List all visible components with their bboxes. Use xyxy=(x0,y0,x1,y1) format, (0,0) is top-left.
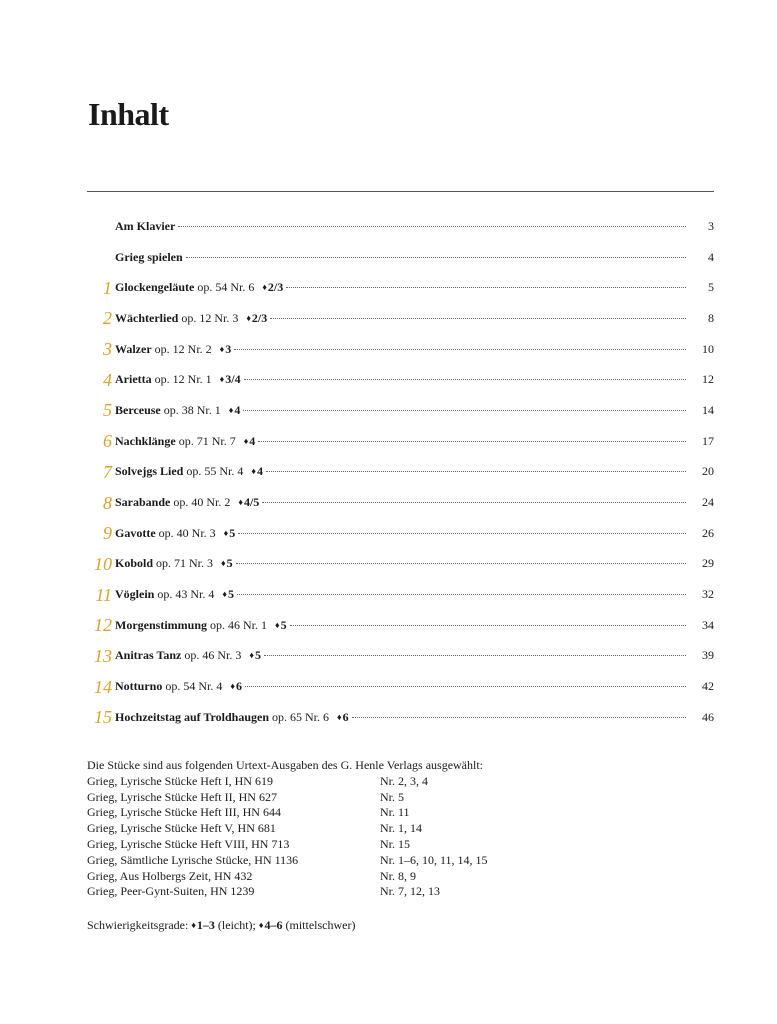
toc-level: 5 xyxy=(254,648,261,663)
dot-leader xyxy=(258,440,686,442)
dot-leader xyxy=(264,654,686,656)
toc-level: 6 xyxy=(342,709,349,724)
toc-opus: op. 55 Nr. 4 xyxy=(183,464,244,479)
toc-entry-text xyxy=(115,464,263,479)
toc-title: Gavotte xyxy=(115,525,156,540)
toc-opus: op. 46 Nr. 3 xyxy=(181,648,242,663)
dot-leader xyxy=(236,562,686,564)
toc-number: 13 xyxy=(94,645,112,666)
toc-page-number: 3 xyxy=(708,218,714,233)
toc-page-number: 4 xyxy=(708,249,714,264)
toc-page-number: 39 xyxy=(702,648,714,663)
diamond-icon: ♦ xyxy=(262,282,267,293)
toc-difficulty xyxy=(221,556,233,570)
toc-difficulty xyxy=(220,372,241,386)
toc-title: Sarabande xyxy=(115,495,171,510)
toc-page-number: 42 xyxy=(702,679,714,694)
toc-title: Hochzeitstag auf Troldhaugen xyxy=(115,709,270,724)
toc-page-number: 20 xyxy=(702,464,714,479)
toc-title: Am Klavier xyxy=(115,218,176,233)
toc-number: 11 xyxy=(95,584,112,605)
toc-level: 3/4 xyxy=(225,372,241,387)
toc-title: Glockengeläute xyxy=(115,280,195,295)
diamond-icon: ♦ xyxy=(228,404,234,415)
toc-page-number: 14 xyxy=(702,402,714,417)
toc-difficulty xyxy=(222,587,234,601)
toc-opus: op. 46 Nr. 1 xyxy=(207,617,267,632)
toc-number: 12 xyxy=(94,615,112,636)
toc-difficulty xyxy=(249,648,261,662)
sources-intro: Die Stücke sind aus folgenden Urtext-Ausgaben des G. Henle Verlags ausgewählt: xyxy=(87,758,484,772)
dot-leader xyxy=(245,685,686,687)
toc-page-number: 12 xyxy=(702,372,714,387)
toc-entry-text xyxy=(115,526,235,541)
toc-opus: op. 43 Nr. 4 xyxy=(154,587,215,602)
toc-page-number: 8 xyxy=(708,310,714,325)
dot-leader xyxy=(178,225,686,227)
dot-leader xyxy=(238,532,686,534)
toc-opus: op. 54 Nr. 6 xyxy=(194,280,255,295)
toc-entry-body xyxy=(112,556,692,571)
toc-number: 7 xyxy=(103,461,112,482)
toc-entry[interactable] xyxy=(87,702,714,733)
toc-title: Anitras Tanz xyxy=(115,648,182,663)
toc-page-number: 24 xyxy=(702,495,714,510)
diamond-icon: ♦ xyxy=(243,435,249,446)
toc-title: Nachklänge xyxy=(115,433,176,448)
toc-entry[interactable] xyxy=(87,211,714,242)
toc-page-number: 10 xyxy=(702,341,714,356)
dot-leader xyxy=(243,409,686,411)
toc-entry-text xyxy=(115,342,231,357)
dot-leader xyxy=(286,286,686,288)
diamond-icon: ♦ xyxy=(258,920,264,930)
dot-leader xyxy=(270,317,686,319)
page-title: Inhalt xyxy=(88,96,169,132)
toc-difficulty xyxy=(337,710,349,724)
dot-leader xyxy=(266,470,686,472)
dot-leader xyxy=(186,256,686,258)
toc-level: 4 xyxy=(256,464,263,479)
dot-leader xyxy=(244,378,686,380)
toc-entry[interactable] xyxy=(87,671,714,702)
toc-title: Vöglein xyxy=(115,587,155,602)
toc-entry[interactable] xyxy=(87,272,714,303)
source-pieces: Nr. 1–6, 10, 11, 14, 15 xyxy=(380,852,488,867)
toc-entry-body xyxy=(112,464,692,479)
toc-entry-text xyxy=(115,372,241,387)
source-pieces: Nr. 5 xyxy=(380,789,404,804)
toc-difficulty xyxy=(275,618,287,632)
toc-entry-body xyxy=(112,342,692,357)
toc-page-number: 34 xyxy=(702,617,714,632)
diamond-icon: ♦ xyxy=(221,558,226,569)
toc-number: 8 xyxy=(103,492,112,513)
toc-level: 6 xyxy=(235,679,242,694)
toc-number: 5 xyxy=(103,400,112,421)
diamond-icon: ♦ xyxy=(223,527,229,538)
toc-entry-body xyxy=(112,495,692,510)
toc-entry-text xyxy=(115,679,242,694)
source-edition: Grieg, Peer-Gynt-Suiten, HN 1239 xyxy=(87,884,255,899)
toc-difficulty xyxy=(251,464,263,478)
source-row xyxy=(87,869,714,885)
toc-difficulty xyxy=(229,403,241,417)
source-row xyxy=(87,805,714,821)
toc-entry-text xyxy=(115,403,240,418)
source-edition: Grieg, Lyrische Stücke Heft I, HN 619 xyxy=(87,773,273,788)
toc-page-number: 46 xyxy=(702,709,714,724)
toc-opus: op. 71 Nr. 7 xyxy=(175,433,236,448)
difficulty-label: Schwierigkeitsgrade: xyxy=(87,918,192,932)
toc-title: Grieg spielen xyxy=(115,249,183,264)
toc-number: 4 xyxy=(103,369,112,390)
difficulty-easy-range: 1–3 xyxy=(196,918,215,932)
toc-page-number: 17 xyxy=(702,433,714,448)
toc-number: 6 xyxy=(103,431,112,452)
toc-entry[interactable] xyxy=(87,303,714,334)
source-row xyxy=(87,837,714,853)
source-pieces: Nr. 2, 3, 4 xyxy=(380,773,428,788)
toc-entry[interactable] xyxy=(87,610,714,641)
title-divider xyxy=(87,191,714,192)
toc-level: 5 xyxy=(229,525,236,540)
toc-entry-text xyxy=(115,618,287,633)
toc-difficulty xyxy=(244,434,256,448)
toc-opus: op. 65 Nr. 6 xyxy=(269,709,330,724)
toc-entry-body xyxy=(112,280,692,295)
toc-entry-text xyxy=(115,587,234,602)
toc-entry-text xyxy=(115,710,349,725)
toc-title: Arietta xyxy=(115,372,152,387)
toc-number: 9 xyxy=(103,523,112,544)
toc-entry-body xyxy=(112,618,692,633)
toc-entry-body xyxy=(112,372,692,387)
toc-level: 4 xyxy=(234,402,241,417)
toc-entry-text xyxy=(115,495,259,510)
toc-entry-body xyxy=(112,250,692,265)
toc-level: 2/3 xyxy=(251,310,268,325)
toc-entry-body xyxy=(112,434,692,449)
diamond-icon: ♦ xyxy=(238,497,243,508)
source-row xyxy=(87,853,714,869)
toc-entry-body xyxy=(112,587,692,602)
toc-entry-text xyxy=(115,311,267,326)
toc-entry[interactable] xyxy=(87,242,714,273)
source-pieces: Nr. 15 xyxy=(380,836,410,851)
toc-entry[interactable] xyxy=(87,487,714,518)
toc-entry-text xyxy=(115,648,261,663)
toc-title: Notturno xyxy=(115,679,163,694)
toc-entry[interactable] xyxy=(87,641,714,672)
source-pieces: Nr. 7, 12, 13 xyxy=(380,884,440,899)
dot-leader xyxy=(352,716,686,718)
source-edition: Grieg, Lyrische Stücke Heft III, HN 644 xyxy=(87,805,281,820)
toc-opus: op. 38 Nr. 1 xyxy=(160,402,221,417)
toc-difficulty xyxy=(220,342,232,356)
toc-page-number: 32 xyxy=(702,587,714,602)
diamond-icon: ♦ xyxy=(191,920,196,930)
toc-level: 4/5 xyxy=(243,495,260,510)
toc-entry[interactable] xyxy=(87,426,714,457)
source-row xyxy=(87,790,714,806)
source-row xyxy=(87,821,714,837)
toc-difficulty xyxy=(246,311,267,325)
toc-title: Morgenstimmung xyxy=(115,617,207,632)
toc-title: Walzer xyxy=(115,341,152,356)
difficulty-legend xyxy=(87,918,355,933)
difficulty-medium-range: 4–6 xyxy=(264,918,283,932)
difficulty-easy-text: (leicht); xyxy=(214,918,259,932)
toc-number: 1 xyxy=(103,277,112,298)
toc-entry-text xyxy=(115,219,175,234)
diamond-icon: ♦ xyxy=(219,374,225,385)
toc-page-number: 29 xyxy=(702,556,714,571)
toc-entry-body xyxy=(112,219,692,234)
toc-level: 5 xyxy=(227,587,234,602)
table-of-contents xyxy=(87,211,714,733)
toc-opus: op. 12 Nr. 3 xyxy=(178,310,239,325)
toc-opus: op. 40 Nr. 3 xyxy=(155,525,216,540)
source-edition: Grieg, Lyrische Stücke Heft II, HN 627 xyxy=(87,789,277,804)
toc-number: 14 xyxy=(94,676,112,697)
toc-entry[interactable] xyxy=(87,549,714,580)
toc-page-number: 5 xyxy=(708,280,714,295)
toc-opus: op. 12 Nr. 1 xyxy=(151,372,212,387)
toc-entry-body xyxy=(112,403,692,418)
toc-entry[interactable] xyxy=(87,579,714,610)
toc-title: Wächterlied xyxy=(115,310,179,325)
source-row xyxy=(87,884,714,900)
toc-title: Solvejgs Lied xyxy=(115,464,184,479)
dot-leader xyxy=(290,624,686,626)
toc-opus: op. 40 Nr. 2 xyxy=(170,495,231,510)
sources-section xyxy=(87,758,714,900)
sources-list xyxy=(87,774,714,900)
toc-entry[interactable] xyxy=(87,364,714,395)
diamond-icon: ♦ xyxy=(251,466,256,477)
dot-leader xyxy=(237,593,686,595)
toc-entry[interactable] xyxy=(87,395,714,426)
toc-level: 4 xyxy=(249,433,256,448)
toc-page-number: 26 xyxy=(702,525,714,540)
toc-number: 15 xyxy=(94,707,112,728)
toc-number: 10 xyxy=(94,553,112,574)
source-edition: Grieg, Lyrische Stücke Heft V, HN 681 xyxy=(87,821,276,836)
toc-entry-body xyxy=(112,679,692,694)
toc-number: 2 xyxy=(103,308,112,329)
source-pieces: Nr. 1, 14 xyxy=(380,821,422,836)
toc-level: 2/3 xyxy=(267,280,284,295)
diamond-icon: ♦ xyxy=(337,711,342,722)
toc-difficulty xyxy=(230,679,242,693)
toc-title: Berceuse xyxy=(115,402,161,417)
source-pieces: Nr. 8, 9 xyxy=(380,868,416,883)
toc-number: 3 xyxy=(103,339,112,360)
toc-difficulty xyxy=(262,280,283,294)
toc-entry[interactable] xyxy=(87,334,714,365)
diamond-icon: ♦ xyxy=(230,681,235,692)
source-pieces: Nr. 11 xyxy=(380,805,410,820)
difficulty-medium-text: (mittelschwer) xyxy=(282,918,356,932)
toc-entry-body xyxy=(112,710,692,725)
toc-level: 5 xyxy=(280,617,287,632)
toc-title: Kobold xyxy=(115,556,154,571)
diamond-icon: ♦ xyxy=(222,589,227,600)
diamond-icon: ♦ xyxy=(246,312,251,323)
toc-entry-body xyxy=(112,311,692,326)
toc-level: 5 xyxy=(226,556,233,571)
toc-opus: op. 71 Nr. 3 xyxy=(153,556,214,571)
dot-leader xyxy=(262,501,686,503)
toc-entry-body xyxy=(112,526,692,541)
toc-opus: op. 12 Nr. 2 xyxy=(151,341,212,356)
dot-leader xyxy=(234,348,686,350)
toc-level: 3 xyxy=(225,341,232,356)
diamond-icon: ♦ xyxy=(219,343,225,354)
source-edition: Grieg, Aus Holbergs Zeit, HN 432 xyxy=(87,868,253,883)
source-edition: Grieg, Sämtliche Lyrische Stücke, HN 1136 xyxy=(87,852,299,867)
diamond-icon: ♦ xyxy=(249,650,254,661)
toc-difficulty xyxy=(224,526,236,540)
source-edition: Grieg, Lyrische Stücke Heft VIII, HN 713 xyxy=(87,836,290,851)
toc-entry-text xyxy=(115,434,255,449)
toc-entry-text xyxy=(115,280,283,295)
toc-entry-text xyxy=(115,556,233,571)
toc-entry-text xyxy=(115,250,183,265)
source-row xyxy=(87,774,714,790)
diamond-icon: ♦ xyxy=(275,619,280,630)
toc-difficulty xyxy=(238,495,259,509)
toc-opus: op. 54 Nr. 4 xyxy=(162,679,223,694)
toc-entry[interactable] xyxy=(87,457,714,488)
toc-entry-body xyxy=(112,648,692,663)
toc-entry[interactable] xyxy=(87,518,714,549)
